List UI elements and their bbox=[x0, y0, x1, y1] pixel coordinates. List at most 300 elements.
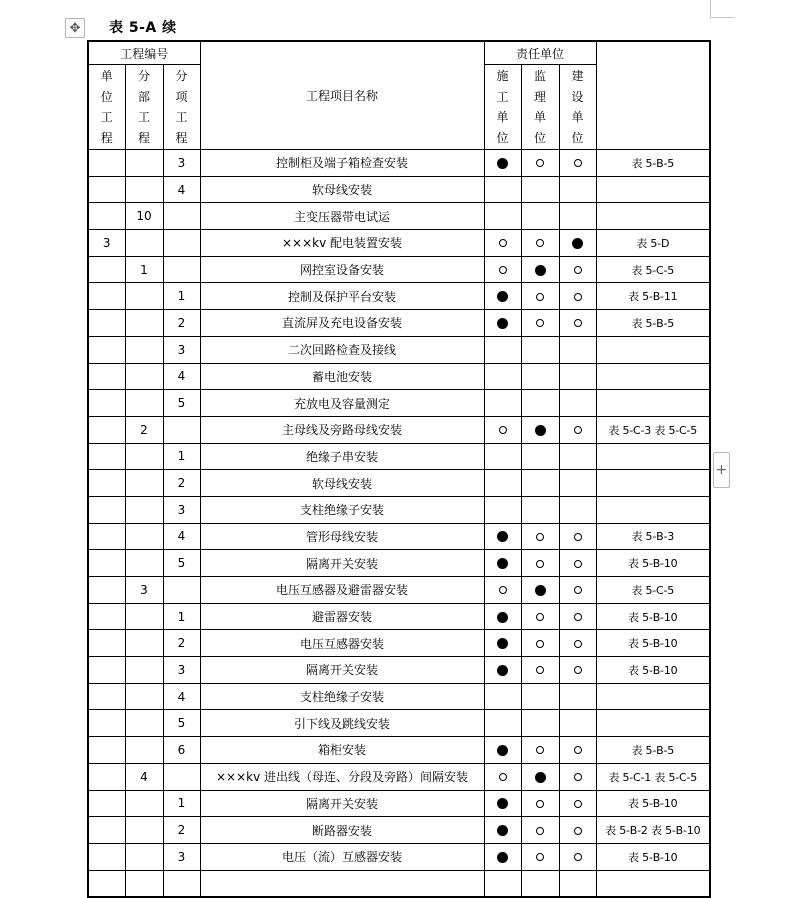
owner-unit-cell bbox=[559, 737, 596, 764]
open-circle-icon bbox=[574, 319, 582, 327]
project-name-cell: 管形母线安装 bbox=[200, 523, 484, 550]
table-row bbox=[88, 203, 710, 230]
construction-unit-cell bbox=[484, 710, 521, 737]
open-circle-icon bbox=[536, 613, 544, 621]
header-responsible-unit: 责任单位 bbox=[484, 41, 596, 65]
supervision-unit-cell bbox=[521, 230, 559, 257]
owner-unit-cell bbox=[559, 256, 596, 283]
unit-project-cell bbox=[88, 603, 125, 630]
table-row bbox=[88, 683, 710, 710]
sub-project-cell bbox=[125, 230, 163, 257]
supervision-unit-cell bbox=[521, 310, 559, 337]
construction-unit-cell bbox=[484, 363, 521, 390]
sub-project-cell bbox=[125, 283, 163, 310]
sub-project-cell bbox=[125, 336, 163, 363]
construction-unit-cell bbox=[484, 523, 521, 550]
item-project-cell: 2 bbox=[163, 817, 200, 844]
filled-circle-icon bbox=[497, 665, 508, 676]
filled-circle-icon bbox=[497, 291, 508, 302]
unit-project-cell bbox=[88, 496, 125, 523]
construction-unit-cell bbox=[484, 256, 521, 283]
item-project-cell bbox=[163, 577, 200, 604]
unit-project-cell bbox=[88, 710, 125, 737]
sub-project-cell: 3 bbox=[125, 577, 163, 604]
construction-unit-cell bbox=[484, 817, 521, 844]
project-name-cell bbox=[200, 870, 484, 897]
item-project-cell: 4 bbox=[163, 363, 200, 390]
supervision-unit-cell bbox=[521, 817, 559, 844]
project-name-cell: 直流屏及充电设备安装 bbox=[200, 310, 484, 337]
item-project-cell: 2 bbox=[163, 630, 200, 657]
item-project-cell: 2 bbox=[163, 310, 200, 337]
project-name-cell: 隔离开关安装 bbox=[200, 790, 484, 817]
sub-project-cell bbox=[125, 390, 163, 417]
unit-project-cell bbox=[88, 363, 125, 390]
item-project-cell: 1 bbox=[163, 283, 200, 310]
project-name-cell: 避雷器安装 bbox=[200, 603, 484, 630]
project-name-cell: 支柱绝缘子安装 bbox=[200, 683, 484, 710]
table-title: 表 5-A 续 bbox=[109, 20, 177, 36]
construction-unit-cell bbox=[484, 577, 521, 604]
open-circle-icon bbox=[574, 640, 582, 648]
project-name-cell: 主母线及旁路母线安装 bbox=[200, 416, 484, 443]
open-circle-icon bbox=[574, 800, 582, 808]
reference-cell: 表 5-B-3 bbox=[596, 523, 710, 550]
header-project-name: 工程项目名称 bbox=[200, 41, 484, 150]
construction-unit-cell bbox=[484, 683, 521, 710]
filled-circle-icon bbox=[497, 745, 508, 756]
filled-circle-icon bbox=[497, 318, 508, 329]
project-name-cell: 隔离开关安装 bbox=[200, 550, 484, 577]
table-row bbox=[88, 230, 710, 257]
project-name-cell: 支柱绝缘子安装 bbox=[200, 496, 484, 523]
open-circle-icon bbox=[574, 426, 582, 434]
filled-circle-icon bbox=[497, 531, 508, 542]
reference-cell: 表 5-B-10 bbox=[596, 657, 710, 684]
owner-unit-cell bbox=[559, 577, 596, 604]
project-name-cell: 软母线安装 bbox=[200, 470, 484, 497]
open-circle-icon bbox=[574, 827, 582, 835]
sub-project-cell: 4 bbox=[125, 763, 163, 790]
header-item-project: 分 项 工 程 bbox=[163, 65, 200, 150]
table-row bbox=[88, 470, 710, 497]
reference-cell bbox=[596, 390, 710, 417]
owner-unit-cell bbox=[559, 790, 596, 817]
unit-project-cell bbox=[88, 523, 125, 550]
owner-unit-cell bbox=[559, 363, 596, 390]
unit-project-cell bbox=[88, 283, 125, 310]
reference-cell: 表 5-B-2 表 5-B-10 bbox=[596, 817, 710, 844]
table-row bbox=[88, 550, 710, 577]
table-row bbox=[88, 310, 710, 337]
construction-unit-cell bbox=[484, 310, 521, 337]
item-project-cell: 3 bbox=[163, 336, 200, 363]
table-row bbox=[88, 630, 710, 657]
reference-cell: 表 5-C-5 bbox=[596, 256, 710, 283]
table-row bbox=[88, 390, 710, 417]
sub-project-cell bbox=[125, 630, 163, 657]
item-project-cell: 4 bbox=[163, 176, 200, 203]
table-row bbox=[88, 603, 710, 630]
open-circle-icon bbox=[574, 586, 582, 594]
filled-circle-icon bbox=[535, 265, 546, 276]
table-row bbox=[88, 657, 710, 684]
owner-unit-cell bbox=[559, 630, 596, 657]
supervision-unit-cell bbox=[521, 256, 559, 283]
sub-project-cell: 2 bbox=[125, 416, 163, 443]
reference-cell: 表 5-C-5 bbox=[596, 577, 710, 604]
supervision-unit-cell bbox=[521, 683, 559, 710]
sub-project-cell bbox=[125, 496, 163, 523]
sub-project-cell bbox=[125, 603, 163, 630]
table-row bbox=[88, 283, 710, 310]
item-project-cell: 3 bbox=[163, 496, 200, 523]
unit-project-cell bbox=[88, 577, 125, 604]
construction-unit-cell bbox=[484, 336, 521, 363]
supervision-unit-cell bbox=[521, 710, 559, 737]
construction-unit-cell bbox=[484, 737, 521, 764]
open-circle-icon bbox=[574, 746, 582, 754]
item-project-cell bbox=[163, 203, 200, 230]
owner-unit-cell bbox=[559, 203, 596, 230]
table-row bbox=[88, 790, 710, 817]
sub-project-cell bbox=[125, 790, 163, 817]
owner-unit-cell bbox=[559, 283, 596, 310]
unit-project-cell bbox=[88, 150, 125, 177]
open-circle-icon bbox=[536, 159, 544, 167]
item-project-cell bbox=[163, 230, 200, 257]
reference-cell bbox=[596, 470, 710, 497]
construction-unit-cell bbox=[484, 550, 521, 577]
unit-project-cell bbox=[88, 550, 125, 577]
unit-project-cell: 3 bbox=[88, 230, 125, 257]
unit-project-cell bbox=[88, 416, 125, 443]
header-reference bbox=[596, 41, 710, 150]
header-construction-unit: 施 工 单 位 bbox=[484, 65, 521, 150]
project-name-cell: 控制柜及端子箱检查安装 bbox=[200, 150, 484, 177]
owner-unit-cell bbox=[559, 496, 596, 523]
filled-circle-icon bbox=[535, 585, 546, 596]
owner-unit-cell bbox=[559, 470, 596, 497]
construction-unit-cell bbox=[484, 657, 521, 684]
construction-unit-cell bbox=[484, 790, 521, 817]
project-name-cell: 充放电及容量测定 bbox=[200, 390, 484, 417]
open-circle-icon bbox=[536, 560, 544, 568]
construction-unit-cell bbox=[484, 390, 521, 417]
open-circle-icon bbox=[574, 266, 582, 274]
reference-cell bbox=[596, 870, 710, 897]
construction-unit-cell bbox=[484, 176, 521, 203]
unit-project-cell bbox=[88, 336, 125, 363]
table-row bbox=[88, 256, 710, 283]
open-circle-icon bbox=[536, 827, 544, 835]
supervision-unit-cell bbox=[521, 443, 559, 470]
reference-cell bbox=[596, 443, 710, 470]
supervision-unit-cell bbox=[521, 603, 559, 630]
reference-cell bbox=[596, 683, 710, 710]
sub-project-cell bbox=[125, 310, 163, 337]
sub-project-cell bbox=[125, 843, 163, 870]
open-circle-icon bbox=[536, 746, 544, 754]
supervision-unit-cell bbox=[521, 870, 559, 897]
owner-unit-cell bbox=[559, 416, 596, 443]
header-unit-project: 单 位 工 程 bbox=[88, 65, 125, 150]
table-row bbox=[88, 336, 710, 363]
project-name-cell: 电压互感器及避雷器安装 bbox=[200, 577, 484, 604]
construction-unit-cell bbox=[484, 443, 521, 470]
table-row bbox=[88, 176, 710, 203]
page-corner-mark bbox=[710, 0, 735, 18]
sub-project-cell bbox=[125, 150, 163, 177]
item-project-cell: 5 bbox=[163, 550, 200, 577]
filled-circle-icon bbox=[497, 558, 508, 569]
supervision-unit-cell bbox=[521, 150, 559, 177]
reference-cell: 表 5-B-10 bbox=[596, 550, 710, 577]
unit-project-cell bbox=[88, 203, 125, 230]
reference-cell: 表 5-D bbox=[596, 230, 710, 257]
open-circle-icon bbox=[574, 613, 582, 621]
header-owner-unit: 建 设 单 位 bbox=[559, 65, 596, 150]
supervision-unit-cell bbox=[521, 203, 559, 230]
table-row bbox=[88, 870, 710, 897]
open-circle-icon bbox=[574, 533, 582, 541]
filled-circle-icon bbox=[535, 425, 546, 436]
add-column-icon[interactable]: + bbox=[713, 452, 730, 488]
project-name-cell: 断路器安装 bbox=[200, 817, 484, 844]
item-project-cell: 3 bbox=[163, 150, 200, 177]
filled-circle-icon bbox=[497, 158, 508, 169]
owner-unit-cell bbox=[559, 710, 596, 737]
owner-unit-cell bbox=[559, 550, 596, 577]
open-circle-icon bbox=[499, 586, 507, 594]
sub-project-cell bbox=[125, 550, 163, 577]
owner-unit-cell bbox=[559, 817, 596, 844]
reference-cell bbox=[596, 496, 710, 523]
owner-unit-cell bbox=[559, 870, 596, 897]
item-project-cell: 2 bbox=[163, 470, 200, 497]
filled-circle-icon bbox=[497, 825, 508, 836]
table-row bbox=[88, 523, 710, 550]
supervision-unit-cell bbox=[521, 763, 559, 790]
item-project-cell bbox=[163, 256, 200, 283]
sub-project-cell bbox=[125, 363, 163, 390]
reference-cell: 表 5-B-5 bbox=[596, 310, 710, 337]
owner-unit-cell bbox=[559, 150, 596, 177]
project-name-cell: ×××kv 进出线（母连、分段及旁路）间隔安装 bbox=[200, 763, 484, 790]
construction-unit-cell bbox=[484, 603, 521, 630]
unit-project-cell bbox=[88, 390, 125, 417]
item-project-cell: 1 bbox=[163, 790, 200, 817]
construction-unit-cell bbox=[484, 416, 521, 443]
reference-cell bbox=[596, 710, 710, 737]
reference-cell: 表 5-B-10 bbox=[596, 603, 710, 630]
open-circle-icon bbox=[536, 239, 544, 247]
unit-project-cell bbox=[88, 443, 125, 470]
construction-unit-cell bbox=[484, 470, 521, 497]
unit-project-cell bbox=[88, 657, 125, 684]
supervision-unit-cell bbox=[521, 577, 559, 604]
filled-circle-icon bbox=[535, 772, 546, 783]
sub-project-cell bbox=[125, 710, 163, 737]
table-move-handle-icon[interactable]: ✥ bbox=[65, 18, 85, 38]
reference-cell: 表 5-B-10 bbox=[596, 790, 710, 817]
reference-cell: 表 5-B-10 bbox=[596, 630, 710, 657]
reference-cell bbox=[596, 363, 710, 390]
table-row bbox=[88, 763, 710, 790]
item-project-cell: 5 bbox=[163, 710, 200, 737]
item-project-cell: 4 bbox=[163, 523, 200, 550]
supervision-unit-cell bbox=[521, 843, 559, 870]
reference-cell: 表 5-B-5 bbox=[596, 737, 710, 764]
table-row bbox=[88, 496, 710, 523]
supervision-unit-cell bbox=[521, 657, 559, 684]
project-name-cell: ×××kv 配电装置安装 bbox=[200, 230, 484, 257]
sub-project-cell: 10 bbox=[125, 203, 163, 230]
open-circle-icon bbox=[536, 293, 544, 301]
table-row bbox=[88, 443, 710, 470]
open-circle-icon bbox=[574, 293, 582, 301]
table-row bbox=[88, 737, 710, 764]
item-project-cell bbox=[163, 870, 200, 897]
unit-project-cell bbox=[88, 843, 125, 870]
table-row bbox=[88, 843, 710, 870]
table-row bbox=[88, 363, 710, 390]
open-circle-icon bbox=[536, 800, 544, 808]
project-name-cell: 控制及保护平台安装 bbox=[200, 283, 484, 310]
supervision-unit-cell bbox=[521, 283, 559, 310]
header-sub-project: 分 部 工 程 bbox=[125, 65, 163, 150]
item-project-cell: 5 bbox=[163, 390, 200, 417]
owner-unit-cell bbox=[559, 310, 596, 337]
sub-project-cell bbox=[125, 737, 163, 764]
unit-project-cell bbox=[88, 763, 125, 790]
item-project-cell bbox=[163, 763, 200, 790]
project-table bbox=[87, 40, 711, 898]
open-circle-icon bbox=[536, 640, 544, 648]
supervision-unit-cell bbox=[521, 470, 559, 497]
supervision-unit-cell bbox=[521, 737, 559, 764]
unit-project-cell bbox=[88, 176, 125, 203]
unit-project-cell bbox=[88, 683, 125, 710]
open-circle-icon bbox=[499, 266, 507, 274]
construction-unit-cell bbox=[484, 230, 521, 257]
reference-cell bbox=[596, 203, 710, 230]
table-row bbox=[88, 710, 710, 737]
project-name-cell: 二次回路检查及接线 bbox=[200, 336, 484, 363]
owner-unit-cell bbox=[559, 230, 596, 257]
reference-cell: 表 5-B-10 bbox=[596, 843, 710, 870]
table-row bbox=[88, 150, 710, 177]
supervision-unit-cell bbox=[521, 790, 559, 817]
item-project-cell: 3 bbox=[163, 843, 200, 870]
filled-circle-icon bbox=[497, 638, 508, 649]
construction-unit-cell bbox=[484, 843, 521, 870]
sub-project-cell: 1 bbox=[125, 256, 163, 283]
project-name-cell: 软母线安装 bbox=[200, 176, 484, 203]
table-row bbox=[88, 416, 710, 443]
owner-unit-cell bbox=[559, 523, 596, 550]
construction-unit-cell bbox=[484, 496, 521, 523]
unit-project-cell bbox=[88, 870, 125, 897]
supervision-unit-cell bbox=[521, 176, 559, 203]
supervision-unit-cell bbox=[521, 630, 559, 657]
owner-unit-cell bbox=[559, 176, 596, 203]
open-circle-icon bbox=[499, 239, 507, 247]
header-project-code: 工程编号 bbox=[88, 41, 200, 65]
project-name-cell: 电压（流）互感器安装 bbox=[200, 843, 484, 870]
sub-project-cell bbox=[125, 443, 163, 470]
supervision-unit-cell bbox=[521, 523, 559, 550]
owner-unit-cell bbox=[559, 657, 596, 684]
open-circle-icon bbox=[574, 159, 582, 167]
sub-project-cell bbox=[125, 683, 163, 710]
unit-project-cell bbox=[88, 310, 125, 337]
project-name-cell: 网控室设备安装 bbox=[200, 256, 484, 283]
project-name-cell: 箱柜安装 bbox=[200, 737, 484, 764]
item-project-cell: 6 bbox=[163, 737, 200, 764]
reference-cell bbox=[596, 176, 710, 203]
unit-project-cell bbox=[88, 470, 125, 497]
owner-unit-cell bbox=[559, 443, 596, 470]
sub-project-cell bbox=[125, 470, 163, 497]
unit-project-cell bbox=[88, 790, 125, 817]
sub-project-cell bbox=[125, 817, 163, 844]
reference-cell: 表 5-B-5 bbox=[596, 150, 710, 177]
item-project-cell: 4 bbox=[163, 683, 200, 710]
owner-unit-cell bbox=[559, 843, 596, 870]
construction-unit-cell bbox=[484, 150, 521, 177]
unit-project-cell bbox=[88, 737, 125, 764]
reference-cell: 表 5-B-11 bbox=[596, 283, 710, 310]
owner-unit-cell bbox=[559, 336, 596, 363]
unit-project-cell bbox=[88, 256, 125, 283]
open-circle-icon bbox=[536, 666, 544, 674]
open-circle-icon bbox=[536, 533, 544, 541]
open-circle-icon bbox=[574, 560, 582, 568]
construction-unit-cell bbox=[484, 283, 521, 310]
sub-project-cell bbox=[125, 657, 163, 684]
sub-project-cell bbox=[125, 523, 163, 550]
open-circle-icon bbox=[536, 853, 544, 861]
owner-unit-cell bbox=[559, 390, 596, 417]
open-circle-icon bbox=[574, 773, 582, 781]
open-circle-icon bbox=[499, 426, 507, 434]
filled-circle-icon bbox=[497, 612, 508, 623]
sub-project-cell bbox=[125, 176, 163, 203]
unit-project-cell bbox=[88, 630, 125, 657]
owner-unit-cell bbox=[559, 683, 596, 710]
open-circle-icon bbox=[574, 853, 582, 861]
item-project-cell: 1 bbox=[163, 603, 200, 630]
owner-unit-cell bbox=[559, 763, 596, 790]
supervision-unit-cell bbox=[521, 496, 559, 523]
reference-cell: 表 5-C-3 表 5-C-5 bbox=[596, 416, 710, 443]
owner-unit-cell bbox=[559, 603, 596, 630]
header-supervision-unit: 监 理 单 位 bbox=[521, 65, 559, 150]
filled-circle-icon bbox=[497, 798, 508, 809]
project-name-cell: 蓄电池安装 bbox=[200, 363, 484, 390]
open-circle-icon bbox=[536, 319, 544, 327]
reference-cell: 表 5-C-1 表 5-C-5 bbox=[596, 763, 710, 790]
filled-circle-icon bbox=[572, 238, 583, 249]
supervision-unit-cell bbox=[521, 336, 559, 363]
supervision-unit-cell bbox=[521, 416, 559, 443]
supervision-unit-cell bbox=[521, 390, 559, 417]
construction-unit-cell bbox=[484, 630, 521, 657]
reference-cell bbox=[596, 336, 710, 363]
unit-project-cell bbox=[88, 817, 125, 844]
project-name-cell: 主变压器带电试运 bbox=[200, 203, 484, 230]
